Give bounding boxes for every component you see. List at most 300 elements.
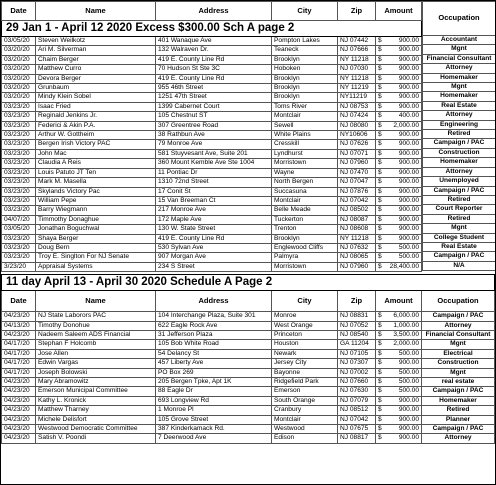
name-cell: Troy E. Singlton For NJ Senate — [36, 253, 156, 262]
table-row — [2, 321, 495, 330]
currency-symbol: $ — [378, 65, 382, 73]
city-cell: Brooklyn — [272, 84, 338, 93]
table-row — [2, 46, 422, 55]
occupation-cell: Construction — [422, 359, 495, 368]
name-cell: Claudia A Reis — [36, 159, 156, 168]
address-cell: 360 Mount Kemble Ave Ste 1004 — [156, 159, 272, 168]
city-cell: Montclair — [272, 196, 338, 205]
occupation-row — [423, 120, 496, 129]
occupation-row — [423, 233, 496, 242]
table-row — [2, 368, 495, 377]
city-cell: Pompton Lakes — [272, 37, 338, 46]
city-cell: South Orange — [272, 396, 338, 405]
currency-symbol: $ — [378, 46, 382, 54]
amount-value: 900.00 — [398, 74, 419, 82]
occupation-cell: Mgnt — [422, 340, 495, 349]
amount-value: 900.00 — [398, 65, 419, 73]
zip-cell: NJ 08753 — [338, 102, 376, 111]
amount-value: 28,400.00 — [389, 262, 419, 270]
name-cell: Matthew Tharney — [36, 406, 156, 415]
occupation-cell: Retired — [422, 406, 495, 415]
zip-cell: NJ 08817 — [338, 434, 376, 443]
date-cell: 04/23/20 — [2, 406, 36, 415]
zip-cell: NJ 07675 — [338, 425, 376, 434]
table-row — [2, 196, 422, 205]
zip-cell: NJ 07105 — [338, 349, 376, 358]
date-cell: 04/23/20 — [2, 434, 36, 443]
amount-value: 900.00 — [398, 425, 419, 433]
occupation-cell: Mgnt — [422, 368, 495, 377]
occupation-row — [423, 45, 496, 54]
table-row — [2, 112, 422, 121]
date-cell: 03/23/20 — [2, 206, 36, 215]
col-occupation: Occupation — [423, 2, 496, 36]
name-cell: Skylands Victory Pac — [36, 187, 156, 196]
occupation-row — [423, 261, 496, 270]
zip-cell: NJ 07960 — [338, 159, 376, 168]
amount-value: 900.00 — [398, 93, 419, 101]
occupation-cell: Homemaker — [422, 396, 495, 405]
header-row-2 — [2, 291, 495, 312]
city-cell: Princeton — [272, 330, 338, 339]
amount-cell — [376, 312, 422, 321]
table-row — [2, 406, 495, 415]
table-row — [2, 215, 422, 224]
amount-value: 900.00 — [398, 46, 419, 54]
table-row — [2, 234, 422, 243]
occupation-cell: Campaign / PAC — [423, 252, 496, 261]
currency-symbol: $ — [378, 387, 382, 395]
address-cell: 401 Wanaque Ave — [156, 37, 272, 46]
occupation-row — [423, 36, 496, 45]
city-cell: Lyndhurst — [272, 149, 338, 158]
amount-value: 500.00 — [398, 349, 419, 357]
date-cell: 03/20/20 — [2, 46, 36, 55]
name-cell: Timothy Donohue — [36, 321, 156, 330]
table-row — [2, 243, 422, 252]
table-row — [2, 378, 495, 387]
currency-symbol: $ — [378, 321, 382, 329]
zip-cell: NY 11218 — [338, 74, 376, 83]
name-cell: Reginald Jenkins Jr. — [36, 112, 156, 121]
occupation-cell: Campaign / PAC — [422, 425, 495, 434]
address-cell: PO Box 269 — [156, 368, 272, 377]
table-row — [2, 131, 422, 140]
zip-cell: NJ 07042 — [338, 196, 376, 205]
currency-symbol: $ — [378, 196, 382, 204]
amount-value: 900.00 — [398, 225, 419, 233]
amount-value: 900.00 — [398, 140, 419, 148]
city-cell: Morristown — [272, 159, 338, 168]
occupation-row — [423, 252, 496, 261]
amount-value: 6,000.00 — [393, 312, 419, 320]
occupation-cell: Financial Consultant — [422, 330, 495, 339]
name-cell: Westwood Democratic Committee — [36, 425, 156, 434]
address-cell: 38 Rathbun Ave — [156, 131, 272, 140]
currency-symbol: $ — [378, 140, 382, 148]
date-cell: 03/23/20 — [2, 121, 36, 130]
occupation-row — [423, 101, 496, 110]
col-name: Name — [36, 2, 156, 21]
date-cell: 03/05/20 — [2, 37, 36, 46]
occupation-cell: Campaign / PAC — [423, 186, 496, 195]
name-cell: Steven Weilkotz — [36, 37, 156, 46]
amount-value: 900.00 — [398, 131, 419, 139]
amount-value: 900.00 — [398, 234, 419, 242]
occupation-cell: College Student — [423, 233, 496, 242]
address-cell: 130 W. State Street — [156, 225, 272, 234]
amount-value: 500.00 — [398, 378, 419, 385]
amount-cell — [376, 340, 422, 349]
currency-symbol: $ — [378, 415, 382, 423]
occupation-cell: Engineering — [423, 120, 496, 129]
address-cell: 11 Pontiac Dr — [156, 168, 272, 177]
address-cell: 105 Chestnut ST — [156, 112, 272, 121]
zip-cell: NJ 07630 — [338, 387, 376, 396]
table-row — [2, 102, 422, 111]
amount-value: 900.00 — [398, 84, 419, 92]
table-row — [2, 121, 422, 130]
city-cell: Bayonne — [272, 368, 338, 377]
name-cell: Michele Delisfort — [36, 415, 156, 424]
address-cell: 172 Maple Ave — [156, 215, 272, 224]
currency-symbol: $ — [378, 243, 382, 251]
table-row — [2, 396, 495, 405]
date-cell: 03/20/20 — [2, 65, 36, 74]
address-cell: 907 Morgan Ave — [156, 253, 272, 262]
date-cell: 03/23/20 — [2, 140, 36, 149]
occupation-row — [423, 195, 496, 204]
amount-cell — [376, 387, 422, 396]
address-cell: 105 Bob White Road — [156, 340, 272, 349]
occupation-column-1 — [422, 1, 496, 271]
amount-cell — [376, 243, 422, 252]
table-row — [2, 37, 422, 46]
occupation-cell: Construction — [423, 148, 496, 157]
amount-cell — [376, 65, 422, 74]
city-cell: Westwood — [272, 425, 338, 434]
name-cell: Shaya Berger — [36, 234, 156, 243]
zip-cell: NJ 07470 — [338, 168, 376, 177]
address-cell: 17 Conit St — [156, 187, 272, 196]
col-amount: Amount — [376, 2, 422, 21]
currency-symbol: $ — [378, 225, 382, 233]
zip-cell: NJ 08087 — [338, 215, 376, 224]
amount-cell — [376, 37, 422, 46]
address-cell: 530 Sylvan Ave — [156, 243, 272, 252]
currency-symbol: $ — [378, 55, 382, 63]
occupation-cell: Mgnt — [423, 45, 496, 54]
zip-cell: NJ 08608 — [338, 225, 376, 234]
currency-symbol: $ — [378, 159, 382, 167]
occupation-cell: Attorney — [422, 321, 495, 330]
date-cell: 03/23/20 — [2, 168, 36, 177]
date-cell: 03/23/20 — [2, 131, 36, 140]
col-city: City — [272, 2, 338, 21]
date-cell: 3/23/20 — [2, 262, 36, 271]
occupation-row — [423, 73, 496, 82]
city-cell: Succasuna — [272, 187, 338, 196]
col-occupation: Occupation — [422, 291, 495, 312]
amount-value: 2,000.00 — [393, 340, 419, 348]
table-row — [2, 349, 495, 358]
city-cell: Brooklyn — [272, 74, 338, 83]
col-name: Name — [36, 291, 156, 312]
amount-value: 1,000.00 — [393, 321, 419, 329]
zip-cell: NJ 08831 — [338, 312, 376, 321]
col-address: Address — [156, 2, 272, 21]
occupation-cell: Homemaker — [423, 92, 496, 101]
date-cell: 03/05/20 — [2, 225, 36, 234]
occupation-cell: Retired — [423, 130, 496, 139]
amount-value: 400.00 — [398, 112, 419, 120]
address-cell: 70 Hudson St Ste 3C — [156, 65, 272, 74]
occupation-row — [423, 177, 496, 186]
address-cell: 1310 72nd Street — [156, 178, 272, 187]
table-row — [2, 262, 422, 271]
table-row — [2, 330, 495, 339]
name-cell: Isaac Fried — [36, 102, 156, 111]
amount-cell — [376, 196, 422, 205]
amount-value: 500.00 — [398, 243, 419, 251]
address-cell: 419 E. County Line Rd — [156, 55, 272, 64]
occupation-cell: Attorney — [423, 167, 496, 176]
currency-symbol: $ — [378, 178, 382, 186]
currency-symbol: $ — [378, 253, 382, 261]
occupation-cell: Real Estate — [423, 242, 496, 251]
table-row — [2, 340, 495, 349]
amount-value: 900.00 — [398, 37, 419, 44]
amount-cell — [376, 359, 422, 368]
amount-cell — [376, 321, 422, 330]
address-cell: 31 Jefferson Plaza — [156, 330, 272, 339]
currency-symbol: $ — [378, 425, 382, 433]
occupation-cell: Court Reporter — [423, 205, 496, 214]
city-cell: Palmyra — [272, 253, 338, 262]
date-cell: 04/23/20 — [2, 330, 36, 339]
table-row — [2, 415, 495, 424]
occupation-cell: Unemployed — [423, 177, 496, 186]
name-cell: Nadeem Saleem ADS Financial — [36, 330, 156, 339]
amount-cell — [376, 168, 422, 177]
city-cell: North Bergen — [272, 178, 338, 187]
occupation-cell: Homemaker — [423, 158, 496, 167]
name-cell: Louis Patuto JT Ten — [36, 168, 156, 177]
currency-symbol: $ — [378, 262, 382, 270]
table-row — [2, 55, 422, 64]
occupation-row — [423, 186, 496, 195]
occupation-cell: Attorney — [422, 434, 495, 443]
occupation-cell: Mgnt — [423, 83, 496, 92]
date-cell: 03/23/20 — [2, 187, 36, 196]
city-cell: Emerson — [272, 387, 338, 396]
currency-symbol: $ — [378, 121, 382, 129]
date-cell: 04/23/20 — [2, 425, 36, 434]
currency-symbol: $ — [378, 359, 382, 367]
name-cell: Appraisal Systems — [36, 262, 156, 271]
amount-cell — [376, 215, 422, 224]
amount-cell — [376, 349, 422, 358]
amount-cell — [376, 225, 422, 234]
city-cell: Cranbury — [272, 406, 338, 415]
address-cell: 1251 47th Street — [156, 93, 272, 102]
table-row — [2, 159, 422, 168]
address-cell: 622 Eagle Rock Ave — [156, 321, 272, 330]
occupation-row — [423, 130, 496, 139]
amount-cell — [376, 378, 422, 387]
occupation-cell: Planner — [422, 415, 495, 424]
occupation-row — [423, 148, 496, 157]
city-cell: Tuckerton — [272, 215, 338, 224]
address-cell: 7 Deerwood Ave — [156, 434, 272, 443]
name-cell: Emerson Municipal Committee — [36, 387, 156, 396]
occupation-row — [423, 214, 496, 223]
table-row — [2, 178, 422, 187]
date-cell: 03/20/20 — [2, 74, 36, 83]
name-cell: Stephan F Holcomb — [36, 340, 156, 349]
date-cell: 03/23/20 — [2, 234, 36, 243]
amount-value: 900.00 — [398, 359, 419, 367]
zip-cell: NJ 07307 — [338, 359, 376, 368]
currency-symbol: $ — [378, 340, 382, 348]
table-row — [2, 65, 422, 74]
amount-cell — [376, 425, 422, 434]
occupation-cell: Retired — [423, 214, 496, 223]
address-cell: 205 Bergen Tpke, Apt 1K — [156, 378, 272, 387]
city-cell: Brooklyn — [272, 93, 338, 102]
amount-cell — [376, 149, 422, 158]
amount-value: 900.00 — [398, 196, 419, 204]
name-cell: Grunbaum — [36, 84, 156, 93]
currency-symbol: $ — [378, 434, 382, 442]
name-cell: Mindy Klein Sobel — [36, 93, 156, 102]
currency-symbol: $ — [378, 102, 382, 110]
col-amount: Amount — [376, 291, 422, 312]
city-cell: Montclair — [272, 415, 338, 424]
city-cell: Englewood Cliffs — [272, 243, 338, 252]
currency-symbol: $ — [378, 84, 382, 92]
amount-cell — [376, 234, 422, 243]
occupation-cell: Campaign / PAC — [423, 139, 496, 148]
date-cell: 04/17/20 — [2, 368, 36, 377]
date-cell: 04/17/20 — [2, 340, 36, 349]
currency-symbol: $ — [378, 74, 382, 82]
contributions-table-2 — [1, 274, 495, 444]
table-row — [2, 93, 422, 102]
name-cell: Jonathan Boguchwal — [36, 225, 156, 234]
amount-cell — [376, 102, 422, 111]
name-cell: Devora Berger — [36, 74, 156, 83]
occupation-cell: Campaign / PAC — [422, 312, 495, 321]
table-row — [2, 84, 422, 93]
name-cell: Matthew Curro — [36, 65, 156, 74]
name-cell: Chaim Berger — [36, 55, 156, 64]
zip-cell: NJ 07042 — [338, 415, 376, 424]
city-cell: Ridgefield Park — [272, 378, 338, 387]
address-cell: 217 Monroe Ave — [156, 206, 272, 215]
currency-symbol: $ — [378, 378, 382, 385]
occupation-row — [423, 158, 496, 167]
currency-symbol: $ — [378, 215, 382, 223]
occupation-cell: real estate — [422, 378, 495, 387]
amount-cell — [376, 262, 422, 271]
amount-cell — [376, 415, 422, 424]
address-cell: 387 Kinderkamack Rd. — [156, 425, 272, 434]
zip-cell: NJ 07876 — [338, 187, 376, 196]
table-row — [2, 387, 495, 396]
zip-cell: NJ 07002 — [338, 368, 376, 377]
amount-cell — [376, 131, 422, 140]
amount-cell — [376, 74, 422, 83]
city-cell: West Orange — [272, 321, 338, 330]
date-cell: 03/23/20 — [2, 196, 36, 205]
city-cell: Brooklyn — [272, 55, 338, 64]
amount-cell — [376, 121, 422, 130]
occupation-row — [423, 64, 496, 73]
city-cell: Morristown — [272, 262, 338, 271]
col-zip: Zip — [338, 291, 376, 312]
amount-value: 500.00 — [398, 387, 419, 395]
currency-symbol: $ — [378, 93, 382, 101]
date-cell: 03/23/20 — [2, 102, 36, 111]
header-row-1 — [2, 2, 422, 21]
zip-cell: NY 11219 — [338, 84, 376, 93]
date-cell: 04/23/20 — [2, 312, 36, 321]
city-cell: Hoboken — [272, 65, 338, 74]
zip-cell: NY 11218 — [338, 234, 376, 243]
amount-cell — [376, 406, 422, 415]
city-cell: Teaneck — [272, 46, 338, 55]
name-cell: Satish V. Poondi — [36, 434, 156, 443]
amount-value: 500.00 — [398, 368, 419, 376]
currency-symbol: $ — [378, 206, 382, 214]
table-row — [2, 312, 495, 321]
amount-value: 900.00 — [398, 149, 419, 157]
address-cell: 54 Delancy St — [156, 349, 272, 358]
zip-cell: GA 11204 — [338, 340, 376, 349]
date-cell: 04/23/20 — [2, 387, 36, 396]
amount-value: 900.00 — [398, 396, 419, 404]
name-cell: Bergen Irish Victory PAC — [36, 140, 156, 149]
amount-value: 900.00 — [398, 102, 419, 110]
date-cell: 03/23/20 — [2, 178, 36, 187]
city-cell: Cresskill — [272, 140, 338, 149]
section-title-2: 11 day April 13 - April 30 2020 Schedule A Page 2 — [2, 275, 495, 291]
date-cell: 03/23/20 — [2, 159, 36, 168]
zip-cell: NY 11218 — [338, 55, 376, 64]
currency-symbol: $ — [378, 149, 382, 157]
amount-cell — [376, 253, 422, 262]
currency-symbol: $ — [378, 349, 382, 357]
occupation-cell: Campaign / PAC — [422, 387, 495, 396]
occupation-row — [423, 54, 496, 63]
zip-cell: NJ 07052 — [338, 321, 376, 330]
currency-symbol: $ — [378, 406, 382, 414]
date-cell: 04/17/20 — [2, 349, 36, 358]
amount-cell — [376, 159, 422, 168]
amount-cell — [376, 46, 422, 55]
amount-cell — [376, 178, 422, 187]
name-cell: Arthur W. Gottheim — [36, 131, 156, 140]
date-cell: 03/23/20 — [2, 112, 36, 121]
date-cell: 03/23/20 — [2, 253, 36, 262]
contributions-table-1 — [1, 1, 422, 272]
occupation-cell: Attorney — [423, 64, 496, 73]
city-cell: Wayne — [272, 168, 338, 177]
table-row — [2, 149, 422, 158]
amount-value: 900.00 — [398, 168, 419, 176]
col-date: Date — [2, 291, 36, 312]
